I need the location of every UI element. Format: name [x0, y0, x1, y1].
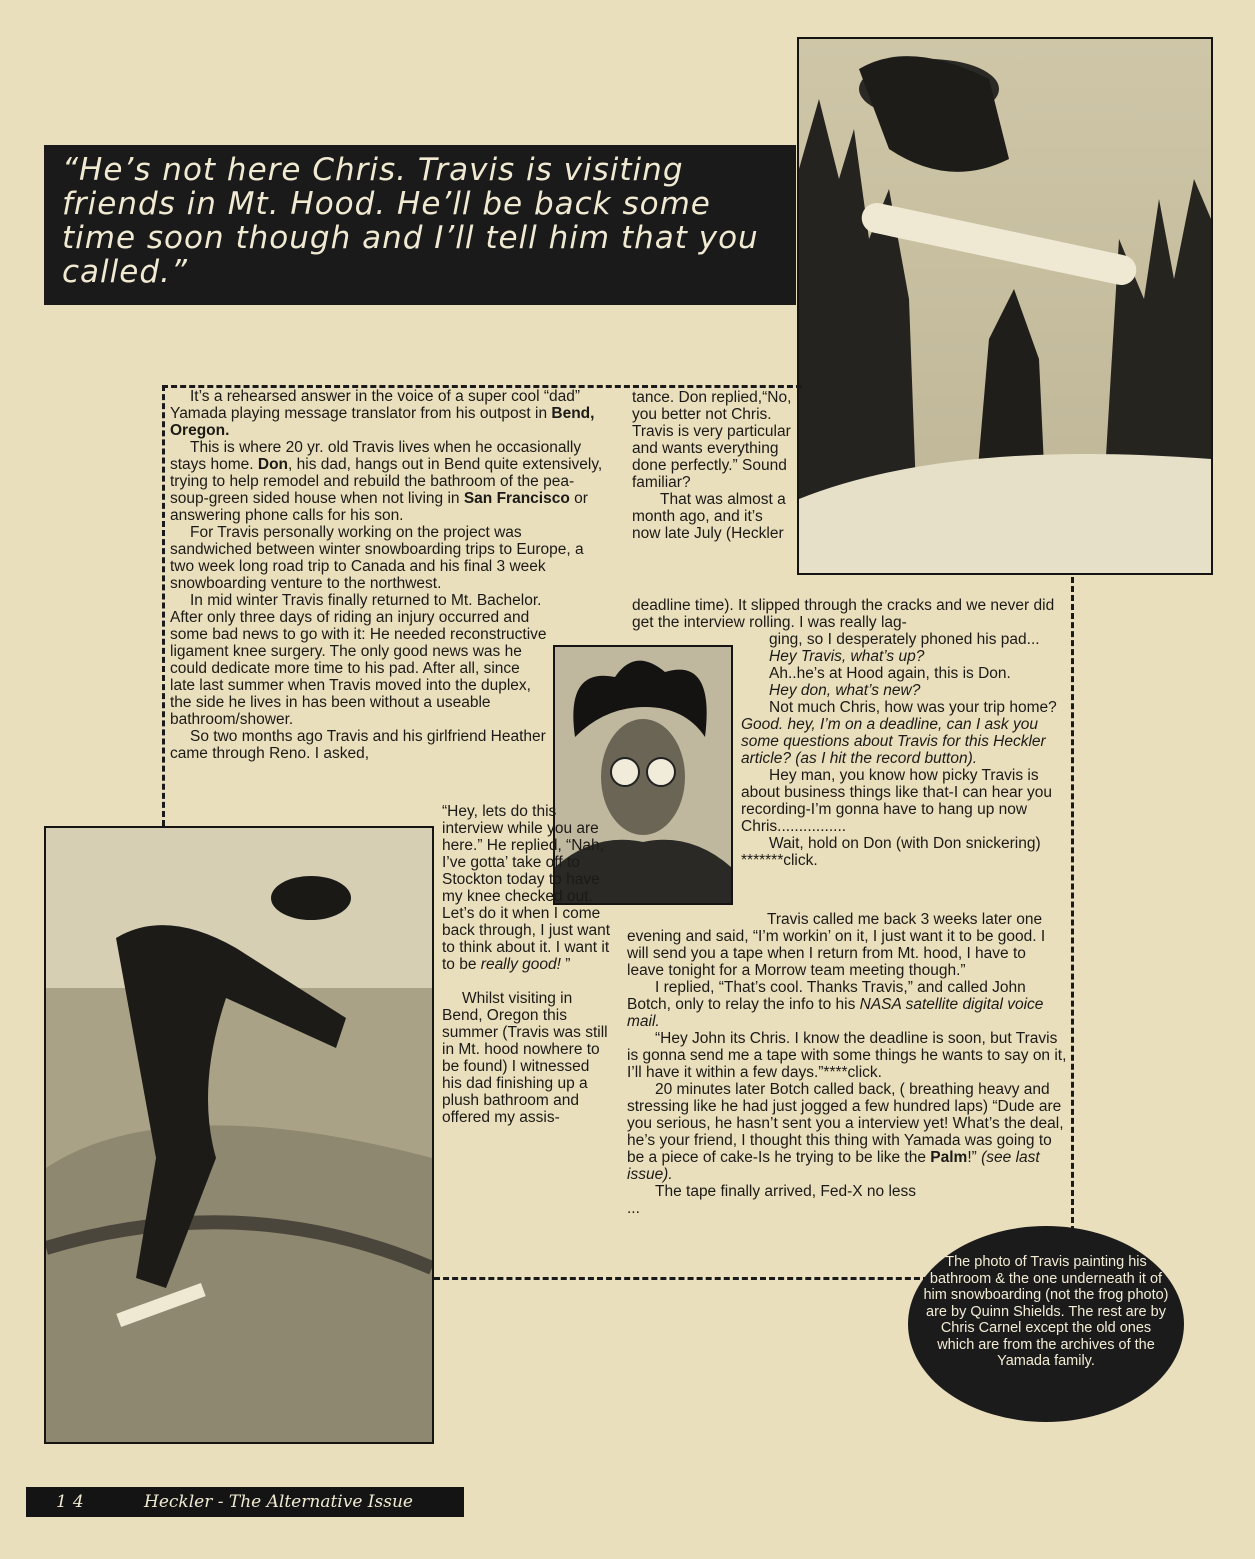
snowboard-photo — [797, 37, 1213, 575]
paragraph-15: The tape finally arrived, Fed-X no less ... — [627, 1183, 917, 1217]
line-question-3: Good. hey, I’m on a deadline, can I ask you some questions about Travis for this Heckler article? (as I hit the record button). — [741, 716, 1046, 767]
paragraph-2c: or answering phone calls for his son. — [170, 490, 588, 524]
phone-conversation — [741, 631, 1067, 869]
article-column-narrow — [442, 803, 612, 1126]
paragraph-9-cont: deadline time). It slipped through the cracks and we never did get the interview rolling. I was really lag- — [632, 597, 1055, 631]
paragraph-10: ging, so I desperately phoned his pad... — [769, 631, 1040, 648]
paragraph-2b: , his dad, hangs out in Bend quite extensively, trying to help remodel and rebuild the bathroom of the pea-soup-green sided house when not living in — [170, 456, 603, 507]
paragraph-14-aside: (see last issue). — [627, 1149, 1040, 1183]
pull-quote: “He’s not here Chris. Travis is visiting friends in Mt. Hood. He’ll be back some time soon though and I’ll tell him that you called.” — [44, 145, 796, 305]
photo-credit-oval — [908, 1226, 1184, 1422]
skateboard-photo — [44, 826, 434, 1444]
line-answer-2: Not much Chris, how was your trip home? — [769, 699, 1057, 716]
paragraph-2a: This is where 20 yr. old Travis lives when he occasionally stays home. — [170, 439, 582, 473]
footer-bar — [26, 1487, 464, 1517]
paragraph-6: “Hey, lets do this interview while you are here.” He replied, “Nah, I’ve gotta’ take off to Stockton today to have my knee checked out. Let’s do it when I come back through, I just want to think about it. I want it to be — [442, 803, 611, 973]
page-number: 14 — [56, 1492, 90, 1512]
paragraph-3: For Travis personally working on the project was sandwiched between winter snowboarding trips to Europe, a two week long road trip to Canada and his final 3 week snowboarding venture to the northwest. — [170, 524, 584, 592]
paragraph-5: So two months ago Travis and his girlfriend Heather came through Reno. I asked, — [170, 728, 546, 762]
article-column-left — [170, 388, 606, 762]
paragraph-1-place: Bend, Oregon. — [170, 405, 595, 439]
footer-title: Heckler - The Alternative Issue — [144, 1492, 413, 1512]
article-column-right-top — [632, 389, 794, 542]
paragraph-12: I replied, “That’s cool. Thanks Travis,” and called John Botch, only to relay the info to his — [627, 979, 1026, 1013]
line-question-4: Wait, hold on Don (with Don snickering) *******click. — [741, 835, 1041, 869]
paragraph-14-name: Palm — [930, 1149, 968, 1166]
article-column-right-wide — [632, 597, 1068, 631]
paragraph-1: It’s a rehearsed answer in the voice of a super cool “dad” Yamada playing message translator from his outpost in — [170, 388, 581, 422]
paragraph-14-end: !” — [967, 1149, 982, 1166]
photo-credit-text: The photo of Travis painting his bathroom & the one underneath it of him snowboarding (not the frog photo) are by Quinn Shields. The rest are by Chris Carnel except the old ones which are from the archives of the Yamada family. — [923, 1254, 1169, 1369]
paragraph-13: “Hey John its Chris. I know the deadline is soon, but Travis is gonna send me a tape with some things he wants to say on it, I’ll have it within a few days.”****click. — [627, 1030, 1067, 1081]
line-answer-3: Hey man, you know how picky Travis is about business things like that-I can hear you recording-I’m gonna have to hang up now Chris................ — [741, 767, 1053, 835]
paragraph-8: tance. Don replied,“No, you better not Chris. Travis is very particular and wants everything done perfectly.” Sound familiar? — [632, 389, 792, 491]
line-answer-1: Ah..he’s at Hood again, this is Don. — [769, 665, 1011, 682]
paragraph-2-name: Don — [257, 456, 289, 473]
paragraph-4: In mid winter Travis finally returned to Mt. Bachelor. After only three days of riding an injury occurred and some bad news to go with it: He needed reconstructive ligament knee surgery. The only good news was he could dedicate more time to his pad. After all, since late last summer when Travis moved into the duplex, the side he lives in has been without a useable bathroom/shower. — [170, 592, 547, 728]
paragraph-9: That was almost a month ago, and it’s now late July (Heckler — [632, 491, 786, 542]
line-question-2: Hey don, what’s new? — [769, 682, 921, 699]
line-question-1: Hey Travis, what’s up? — [769, 648, 925, 665]
paragraph-6-emphasis: really good! — [480, 956, 561, 973]
paragraph-12-emphasis: NASA satellite digital voice mail. — [627, 996, 1044, 1030]
paragraph-11: Travis called me back 3 weeks later one evening and said, “I’m workin’ on it, I just want it to be good. I will send you a tape when I return from Mt. hood, I have to leave tonight for a Morrow team meeting though.” — [627, 911, 1046, 979]
paragraph-6-end: ” — [560, 956, 571, 973]
paragraph-7: Whilst visiting in Bend, Oregon this summer (Travis was still in Mt. hood nowhere to be found) I witnessed his dad finishing up a plush bathroom and offered my assis- — [442, 990, 608, 1126]
paragraph-2-place: San Francisco — [463, 490, 570, 507]
paragraph-14: 20 minutes later Botch called back, ( breathing heavy and stressing like he had just jogged a few hundred laps) “Dude are you serious, he hasn’t sent you a interview yet! What’s the deal, he’s your friend, I thought this thing with Yamada was going to be a piece of cake-Is he trying to be like the — [627, 1081, 1064, 1166]
article-column-right-bottom — [627, 911, 1067, 1217]
